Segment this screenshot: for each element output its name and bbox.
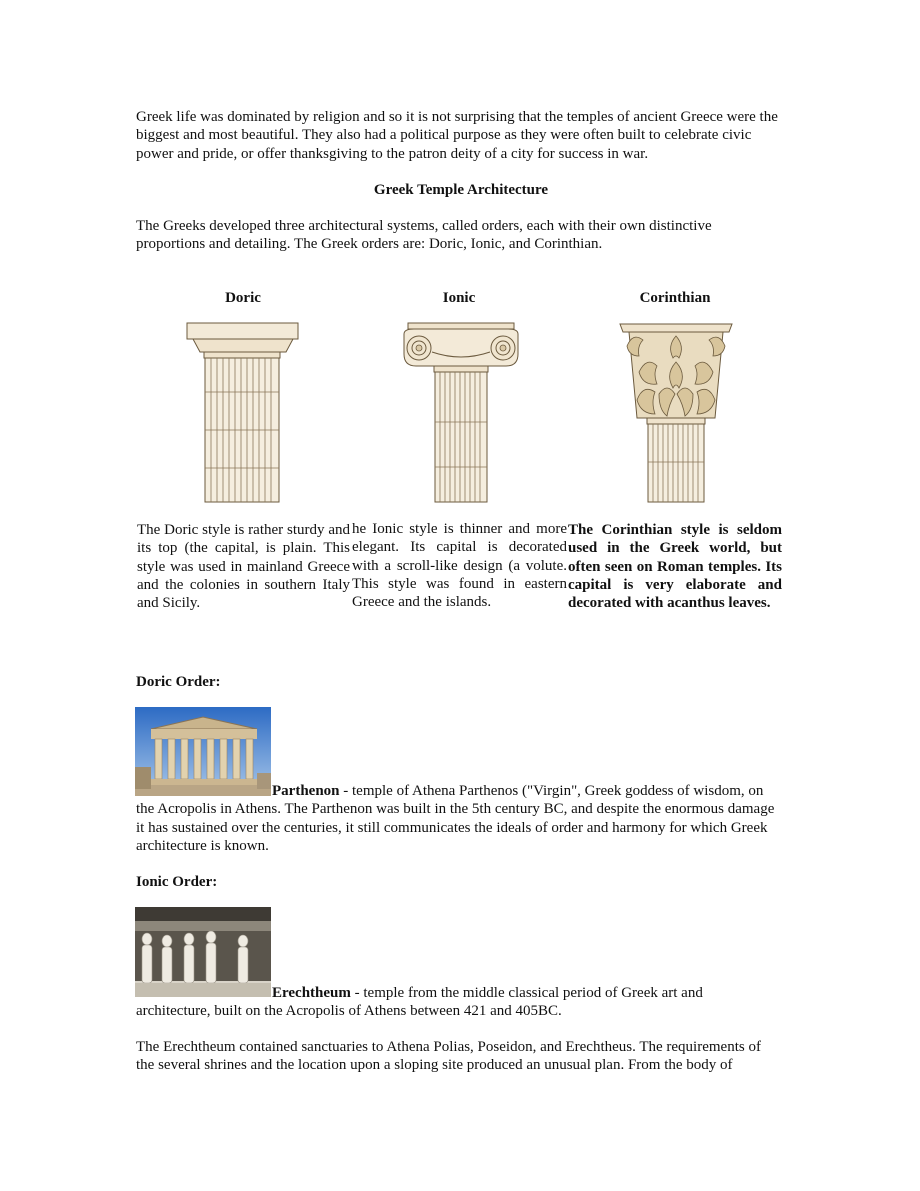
ionic-order-heading: Ionic Order: xyxy=(136,874,218,890)
corinthian-description: The Corinthian style is seldom used in the Greek world, but often seen on Roman temples. Its capital is very elaborate and decorated with acanthus leaves. xyxy=(568,522,782,612)
parthenon-paragraph xyxy=(136,782,781,855)
doric-column-illustration xyxy=(186,322,300,504)
ionic-heading: Ionic xyxy=(442,290,476,306)
doric-heading: Doric xyxy=(225,290,261,306)
erechtheum-paragraph xyxy=(136,984,766,1021)
ionic-column-illustration xyxy=(402,322,520,504)
parthenon-name: Parthenon xyxy=(272,783,340,799)
parthenon-text: - temple of Athena Parthenos ("Virgin", Greek goddess of wisdom, on the Acropolis in Athens. The Parthenon was built in the 5th century BC, and despite the enormous damage it has sustained over the centuries, it still communicates the ideals of order and harmony for which Greek architecture is known. xyxy=(136,783,775,854)
erechtheum-second-paragraph: The Erechtheum contained sanctuaries to Athena Polias, Poseidon, and Erechtheus. The requirements of the several shrines and the location upon a sloping site produced an unusual plan. From the body of xyxy=(136,1039,761,1074)
corinthian-column-illustration xyxy=(619,322,733,504)
corinthian-heading: Corinthian xyxy=(639,290,711,306)
intro-paragraph: Greek life was dominated by religion and so it is not surprising that the temples of ancient Greece were the biggest and most beautiful. They also had a political purpose as they were often built to celebrate civic power and pride, or offer thanksgiving to the patron deity of a city for success in war. xyxy=(136,109,778,162)
ionic-description: he Ionic style is thinner and more elegant. Its capital is decorated with a scroll-like design (a volute. This style was found in eastern Greece and the islands. xyxy=(352,521,567,611)
erechtheum-text: - temple from the middle classical period of Greek art and architecture, built on the Acropolis of Athens between 421 and 405BC. xyxy=(136,985,703,1020)
section-title: Greek Temple Architecture xyxy=(373,182,549,198)
doric-description: The Doric style is rather sturdy and its top (the capital, is plain. This style was used in mainland Greece and the colonies in southern Italy and Sicily. xyxy=(137,522,350,612)
erechtheum-name: Erechtheum xyxy=(272,985,351,1001)
orders-intro-paragraph: The Greeks developed three architectural systems, called orders, each with their own distinctive proportions and detailing. The Greek orders are: Doric, Ionic, and Corinthian. xyxy=(136,218,712,253)
doric-order-heading: Doric Order: xyxy=(136,674,221,690)
